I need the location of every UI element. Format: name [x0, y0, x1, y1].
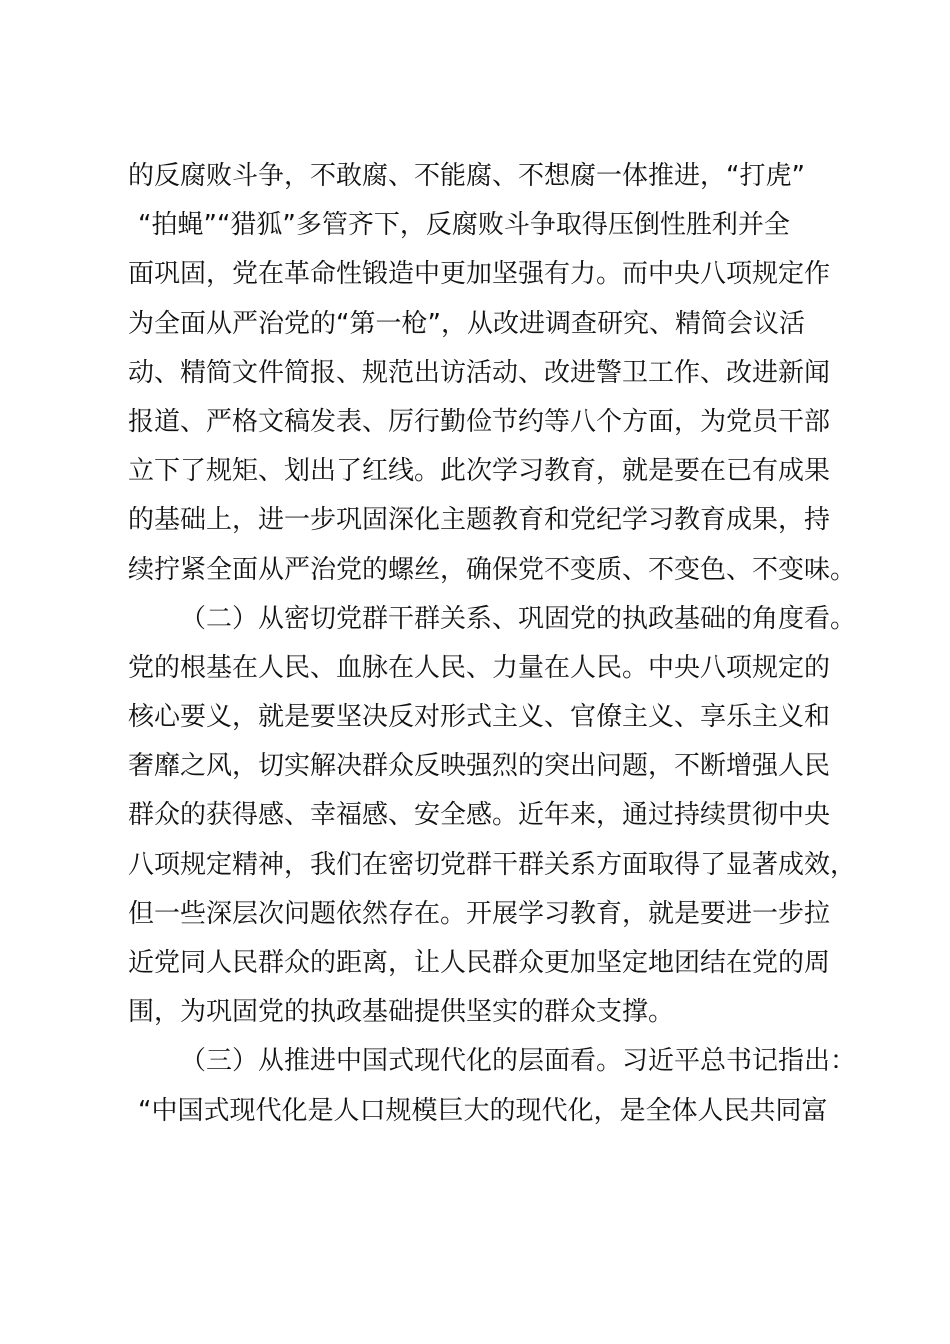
text-line: 为全面从严治党的“第一枪”，从改进调查研究、精简会议活: [128, 308, 805, 339]
text-line: 近党同人民群众的距离，让人民群众更加坚定地团结在党的周: [128, 948, 831, 978]
text-line: 八项规定精神，我们在密切党群干群关系方面取得了显著成效，: [128, 849, 857, 880]
text-line: “中国式现代化是人口规模巨大的现代化，是全体人民共同富: [138, 1095, 828, 1126]
body-text: [128, 152, 857, 1136]
text-line: 的基础上，进一步巩固深化主题教育和党纪学习教育成果，持: [128, 505, 831, 536]
text-line: 续拧紧全面从严治党的螺丝，确保党不变质、不变色、不变味。: [128, 554, 857, 585]
text-line: 群众的获得感、幸福感、安全感。近年来，通过持续贯彻中央: [128, 800, 831, 831]
text-line: 但一些深层次问题依然存在。开展学习教育，就是要进一步拉: [128, 898, 831, 929]
text-line: 的反腐败斗争，不敢腐、不能腐、不想腐一体推进，“打虎”: [128, 161, 805, 191]
text-line: 动、精简文件简报、规范出访活动、改进警卫工作、改进新闻: [128, 357, 831, 388]
text-line: 核心要义，就是要坚决反对形式主义、官僚主义、享乐主义和: [128, 702, 831, 733]
text-line: 党的根基在人民、血脉在人民、力量在人民。中央八项规定的: [128, 652, 831, 683]
text-line: 面巩固，党在革命性锻造中更加坚强有力。而中央八项规定作: [128, 259, 831, 290]
text-line: 围，为巩固党的执政基础提供坚实的群众支撑。: [128, 997, 675, 1028]
text-line: 立下了规矩、划出了红线。此次学习教育，就是要在已有成果: [128, 456, 831, 487]
section-heading-line: （三）从推进中国式现代化的层面看。习近平总书记指出：: [180, 1046, 857, 1077]
text-line: “拍蝇”“猎狐”多管齐下，反腐败斗争取得压倒性胜利并全: [138, 210, 790, 241]
text-line: 奢靡之风，切实解决群众反映强烈的突出问题，不断增强人民: [128, 751, 831, 782]
section-heading-line: （二）从密切党群干群关系、巩固党的执政基础的角度看。: [180, 603, 857, 634]
text-line: 报道、严格文稿发表、厉行勤俭节约等八个方面，为党员干部: [128, 406, 831, 437]
